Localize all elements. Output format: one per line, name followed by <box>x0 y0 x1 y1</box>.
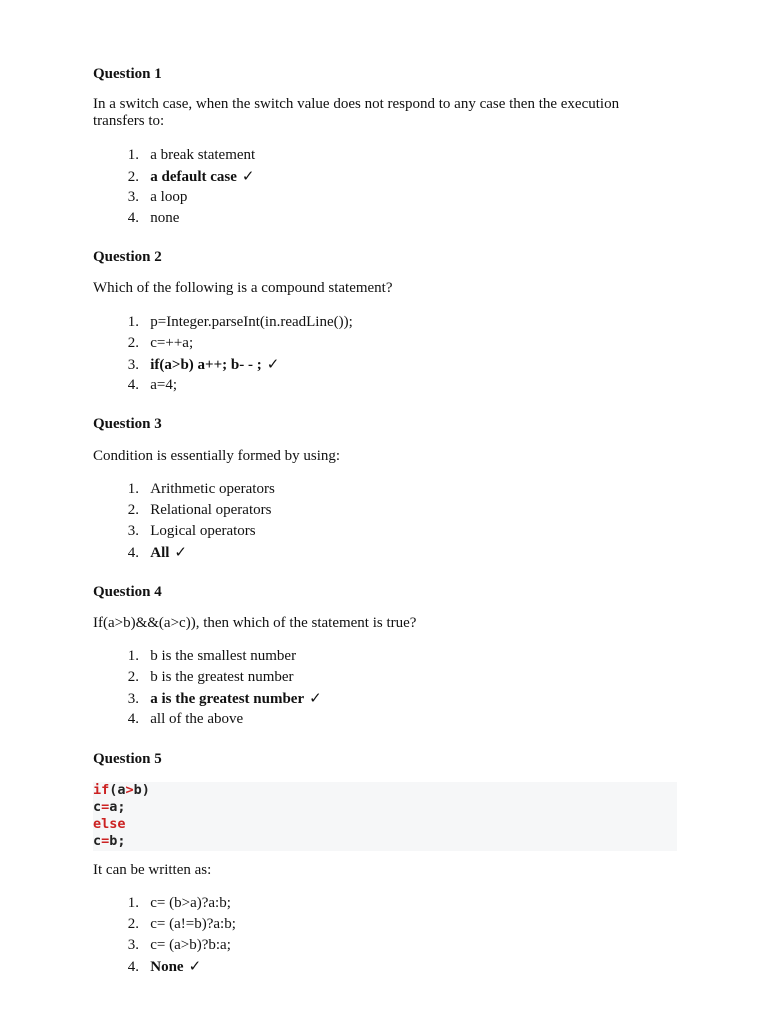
question-5-body <box>93 862 683 975</box>
options-list <box>114 646 322 730</box>
option-number: 2. <box>127 169 139 185</box>
question-text: If(a>b)&&(a>c)), then which of the statement is true? <box>93 615 417 631</box>
option-item <box>114 145 255 166</box>
check-icon: ✓ <box>309 689 322 707</box>
option-item <box>114 893 236 914</box>
check-icon: ✓ <box>188 957 202 975</box>
option-number: 2. <box>127 669 139 685</box>
options-list <box>114 479 275 563</box>
options-list <box>114 893 236 977</box>
check-icon: ✓ <box>241 167 255 185</box>
option-item <box>114 935 236 956</box>
option-number: 1. <box>127 147 139 163</box>
option-item <box>114 312 353 333</box>
check-icon: ✓ <box>174 543 187 561</box>
option-item <box>114 208 255 229</box>
option-text: none <box>150 210 180 226</box>
question-title: Question 3 <box>93 416 162 432</box>
option-text: None <box>150 959 184 975</box>
code-line <box>93 833 677 850</box>
option-item-correct <box>114 542 275 563</box>
option-text: a default case <box>150 169 237 185</box>
option-item-correct <box>114 166 255 187</box>
option-item-correct <box>114 956 236 977</box>
code-token: (a <box>109 782 126 798</box>
check-icon: ✓ <box>266 355 280 373</box>
options-list <box>114 145 255 229</box>
option-item <box>114 187 255 208</box>
option-item <box>114 479 275 500</box>
option-item <box>114 914 236 935</box>
question-text: Condition is essentially formed by using: <box>93 448 341 464</box>
option-number: 4. <box>127 711 139 727</box>
option-text: c=++a; <box>150 335 194 351</box>
code-operator: > <box>125 782 134 798</box>
code-token: a; <box>109 799 126 815</box>
option-item <box>114 333 353 354</box>
option-item-correct <box>114 688 322 709</box>
question-title: Question 1 <box>93 66 162 82</box>
option-number: 1. <box>127 314 139 330</box>
code-keyword: else <box>93 816 126 832</box>
code-operator: = <box>101 833 110 849</box>
option-item <box>114 646 322 667</box>
question-3 <box>93 415 683 561</box>
option-text: all of the above <box>150 711 244 727</box>
option-item <box>114 500 275 521</box>
option-number: 3. <box>127 189 139 205</box>
code-token: c <box>93 833 102 849</box>
option-text: All <box>150 545 170 561</box>
option-text: c= (a!=b)?a:b; <box>150 916 236 932</box>
option-text: Logical operators <box>150 523 256 539</box>
code-line <box>93 782 677 799</box>
option-number: 3. <box>127 691 139 707</box>
code-token: c <box>93 799 102 815</box>
question-title: Question 4 <box>93 584 162 600</box>
code-token: b) <box>133 782 150 798</box>
option-number: 1. <box>127 648 139 664</box>
option-text: a=4; <box>150 377 178 393</box>
option-number: 2. <box>127 502 139 518</box>
code-line <box>93 816 677 833</box>
code-token: b; <box>109 833 126 849</box>
question-5 <box>93 750 683 768</box>
option-item <box>114 709 322 730</box>
option-text: a break statement <box>150 147 256 163</box>
option-text: Relational operators <box>150 502 272 518</box>
option-text: b is the greatest number <box>150 669 294 685</box>
code-operator: = <box>101 799 110 815</box>
question-text: In a switch case, when the switch value does not respond to any case then the execution transfers to: <box>93 96 620 129</box>
option-text: a loop <box>150 189 188 205</box>
option-number: 2. <box>127 335 139 351</box>
code-keyword: if <box>93 782 110 798</box>
option-text: Arithmetic operators <box>150 481 275 497</box>
option-text: b is the smallest number <box>150 648 297 664</box>
option-number: 4. <box>127 959 139 975</box>
question-1 <box>93 65 683 226</box>
option-number: 3. <box>127 937 139 953</box>
option-number: 3. <box>127 523 139 539</box>
code-line <box>93 799 677 816</box>
option-number: 4. <box>127 377 139 393</box>
question-title: Question 2 <box>93 249 162 265</box>
option-text: if(a>b) a++; b- - ; <box>150 357 262 373</box>
question-4 <box>93 583 683 727</box>
options-list <box>114 312 353 396</box>
question-text: It can be written as: <box>93 862 212 878</box>
option-text: c= (a>b)?b:a; <box>150 937 231 953</box>
option-number: 1. <box>127 481 139 497</box>
option-number: 3. <box>127 357 139 373</box>
option-number: 2. <box>127 916 139 932</box>
option-number: 1. <box>127 895 139 911</box>
option-number: 4. <box>127 545 139 561</box>
option-item-correct <box>114 354 353 375</box>
question-2 <box>93 248 683 393</box>
option-text: a is the greatest number <box>150 691 305 707</box>
option-text: c= (b>a)?a:b; <box>150 895 231 911</box>
option-number: 4. <box>127 210 139 226</box>
question-text: Which of the following is a compound statement? <box>93 280 393 296</box>
question-title: Question 5 <box>93 751 162 767</box>
option-item <box>114 667 322 688</box>
option-item <box>114 521 275 542</box>
code-block <box>93 782 677 851</box>
option-item <box>114 375 353 396</box>
option-text: p=Integer.parseInt(in.readLine()); <box>150 314 353 330</box>
